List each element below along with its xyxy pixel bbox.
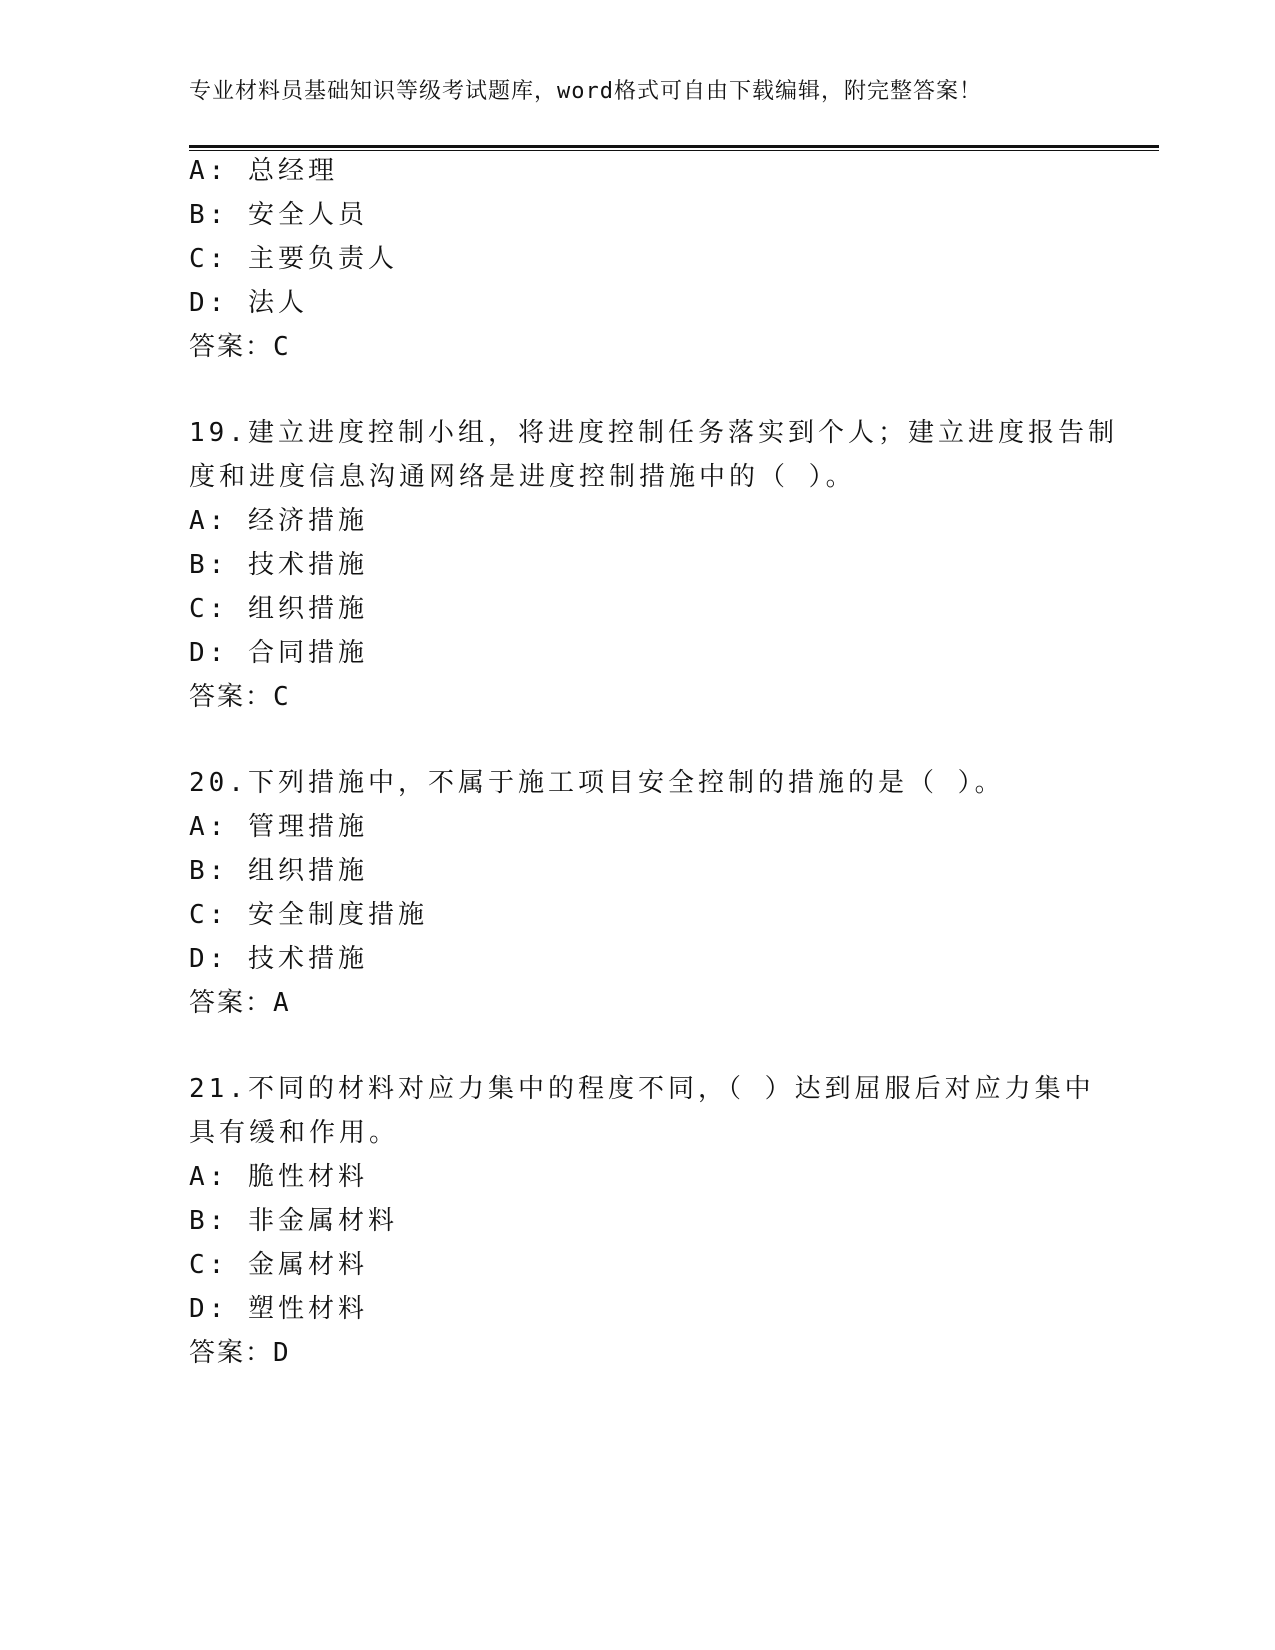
q19-option-b: B: 技术措施 — [189, 550, 368, 580]
q18-option-a: A: 总经理 — [189, 156, 338, 186]
q19-option-c: C: 组织措施 — [189, 594, 368, 624]
q20-stem-line1: 20.下列措施中，不属于施工项目安全控制的措施的是（ ）。 — [189, 768, 1005, 798]
q18-option-b: B: 安全人员 — [189, 200, 368, 230]
header-divider — [189, 145, 1159, 148]
q19-stem-line2: 度和进度信息沟通网络是进度控制措施中的（ ）。 — [189, 462, 856, 492]
q18-answer: 答案：C — [189, 332, 291, 362]
q21-answer: 答案：D — [189, 1338, 291, 1368]
q21-stem-line2: 具有缓和作用。 — [189, 1118, 400, 1148]
q21-option-a: A: 脆性材料 — [189, 1162, 368, 1192]
q20-option-d: D: 技术措施 — [189, 944, 368, 974]
q20-option-a: A: 管理措施 — [189, 812, 368, 842]
header-divider-thin — [189, 150, 1159, 151]
q18-option-c: C: 主要负责人 — [189, 244, 398, 274]
q20-option-b: B: 组织措施 — [189, 856, 368, 886]
q18-option-d: D: 法人 — [189, 288, 308, 318]
q19-answer: 答案：C — [189, 682, 291, 712]
q21-stem-line1: 21.不同的材料对应力集中的程度不同，（ ）达到屈服后对应力集中 — [189, 1074, 1095, 1104]
q19-stem-line1: 19.建立进度控制小组，将进度控制任务落实到个人；建立进度报告制 — [189, 418, 1118, 448]
q21-option-d: D: 塑性材料 — [189, 1294, 368, 1324]
page-header-title: 专业材料员基础知识等级考试题库，word格式可自由下载编辑，附完整答案！ — [189, 79, 982, 104]
q21-option-c: C: 金属材料 — [189, 1250, 368, 1280]
q19-option-d: D: 合同措施 — [189, 638, 368, 668]
q21-option-b: B: 非金属材料 — [189, 1206, 398, 1236]
q19-option-a: A: 经济措施 — [189, 506, 368, 536]
q20-answer: 答案：A — [189, 988, 291, 1018]
q20-option-c: C: 安全制度措施 — [189, 900, 428, 930]
